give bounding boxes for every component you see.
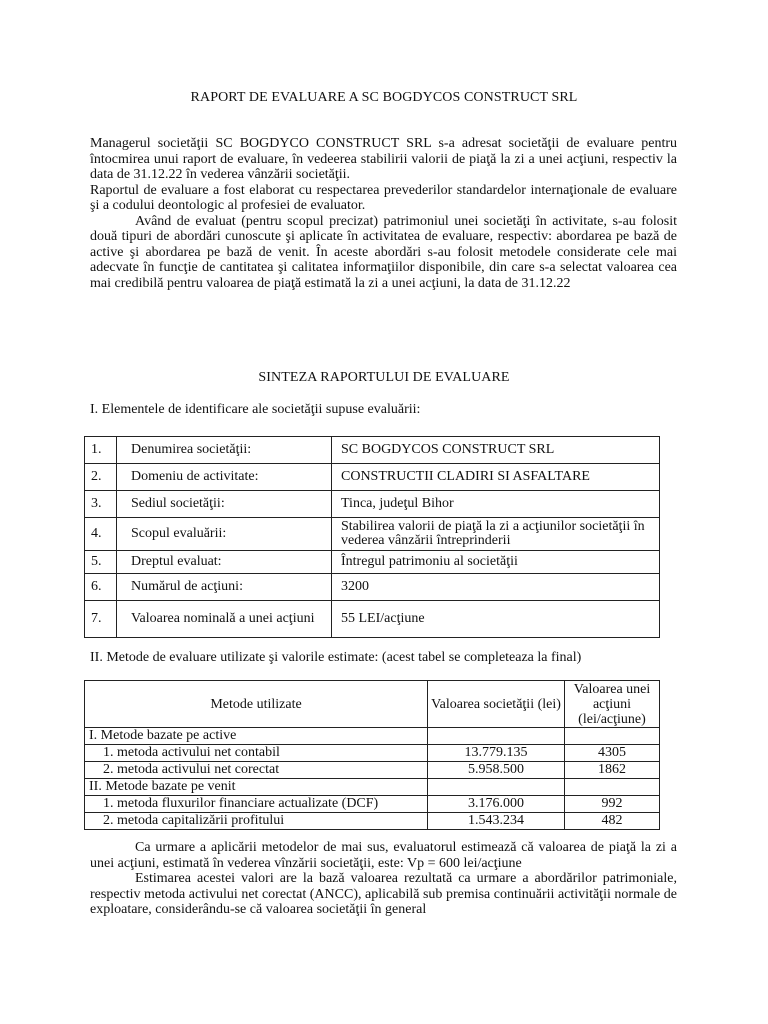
report-title: RAPORT DE EVALUARE A SC BOGDYCOS CONSTRUCT SRL xyxy=(190,90,578,105)
company-value: 3.176.000 xyxy=(428,796,565,813)
row-number: 5. xyxy=(85,551,117,574)
row-number: 1. xyxy=(85,437,117,464)
row-value: Stabilirea valorii de piaţă la zi a acţiunilor societăţii în vederea vânzării întreprinderii xyxy=(332,518,660,551)
group-label: I. Metode bazate pe active xyxy=(85,728,428,745)
share-value: 1862 xyxy=(565,762,660,779)
header-methods: Metode utilizate xyxy=(85,681,428,728)
row-label: Sediul societăţii: xyxy=(117,491,332,518)
intro-paragraph-2: Raportul de evaluare a fost elaborat cu respectarea prevederilor standardelor internaţionale de evaluare şi a codului deontologic al profesiei de evaluator. xyxy=(90,182,677,213)
section2-heading: II. Metode de evaluare utilizate şi valorile estimate: (acest tabel se completeaza la final) xyxy=(90,650,582,665)
conclusion-paragraph-2: Estimarea acestei valori are la bază valoarea rezultată ca urmare a abordărilor patrimoniale, respectiv metoda activului net corectat (ANCC), aplicabilă sub premisa continuării activităţii normale de exploatare, considerându-se că valoarea societăţii în general xyxy=(90,871,677,917)
table-group-row xyxy=(85,728,660,745)
method-name: 1. metoda activului net contabil xyxy=(85,745,428,762)
table-row xyxy=(85,796,660,813)
table-row xyxy=(85,601,660,638)
header-share-value: Valoarea unei acţiuni (lei/acţiune) xyxy=(565,681,660,728)
method-name: 1. metoda fluxurilor financiare actualizate (DCF) xyxy=(85,796,428,813)
empty-cell xyxy=(565,779,660,796)
table-row xyxy=(85,551,660,574)
row-value: 3200 xyxy=(332,574,660,601)
row-number: 6. xyxy=(85,574,117,601)
row-label: Domeniu de activitate: xyxy=(117,464,332,491)
table-header-row xyxy=(85,681,660,728)
row-label: Denumirea societăţii: xyxy=(117,437,332,464)
intro-text xyxy=(90,136,677,291)
share-value: 4305 xyxy=(565,745,660,762)
row-label: Dreptul evaluat: xyxy=(117,551,332,574)
conclusion-text xyxy=(90,840,677,918)
table-group-row xyxy=(85,779,660,796)
section1-heading: I. Elementele de identificare ale societăţii supuse evaluării: xyxy=(90,402,421,417)
row-number: 4. xyxy=(85,518,117,551)
header-company-value: Valoarea societăţii (lei) xyxy=(428,681,565,728)
table-row xyxy=(85,464,660,491)
company-value: 13.779.135 xyxy=(428,745,565,762)
company-value: 5.958.500 xyxy=(428,762,565,779)
identification-table xyxy=(84,436,660,638)
row-value: Tinca, judeţul Bihor xyxy=(332,491,660,518)
method-name: 2. metoda activului net corectat xyxy=(85,762,428,779)
row-number: 7. xyxy=(85,601,117,638)
table-row xyxy=(85,574,660,601)
empty-cell xyxy=(428,728,565,745)
table-row xyxy=(85,762,660,779)
methods-table xyxy=(84,680,660,830)
table-row xyxy=(85,518,660,551)
share-value: 992 xyxy=(565,796,660,813)
row-number: 2. xyxy=(85,464,117,491)
group-label: II. Metode bazate pe venit xyxy=(85,779,428,796)
summary-title: SINTEZA RAPORTULUI DE EVALUARE xyxy=(258,370,510,385)
table-row xyxy=(85,813,660,830)
table-row xyxy=(85,437,660,464)
row-value: Întregul patrimoniu al societăţii xyxy=(332,551,660,574)
method-name: 2. metoda capitalizării profitului xyxy=(85,813,428,830)
intro-paragraph-1: Managerul societăţii SC BOGDYCO CONSTRUCT SRL s-a adresat societăţii de evaluare pentru întocmirea unui raport de evaluare, în vedeerea stabilirii valorii de piaţă la zi a unei acţiuni, respectiv la data de 31.12.22 în vederea vânzării societăţii. xyxy=(90,136,677,182)
row-label: Numărul de acţiuni: xyxy=(117,574,332,601)
company-value: 1.543.234 xyxy=(428,813,565,830)
empty-cell xyxy=(565,728,660,745)
share-value: 482 xyxy=(565,813,660,830)
conclusion-paragraph-1: Ca urmare a aplicării metodelor de mai sus, evaluatorul estimează că valoarea de piaţă la zi a unei acţiuni, estimată în vederea vînzării societăţii, este: Vp = 600 lei/acţiune xyxy=(90,840,677,871)
empty-cell xyxy=(428,779,565,796)
table-row xyxy=(85,745,660,762)
row-value: SC BOGDYCOS CONSTRUCT SRL xyxy=(332,437,660,464)
table-row xyxy=(85,491,660,518)
row-label: Valoarea nominală a unei acţiuni xyxy=(117,601,332,638)
row-value: 55 LEI/acţiune xyxy=(332,601,660,638)
intro-paragraph-3: Având de evaluat (pentru scopul precizat) patrimoniul unei societăţi în activitate, s-au folosit două tipuri de abordări cunoscute şi aplicate în activitatea de evaluare, respectiv: abordarea pe bază de active şi abordarea pe bază de venit. În aceste abordări s-au folosit metodele considerate cele mai adecvate în funcţie de cantitatea şi calitatea informaţiilor disponibile, din care s-a selectat valoarea cea mai credibilă pentru valoarea de piaţă estimată la zi a unei acţiuni, la data de 31.12.22 xyxy=(90,213,677,291)
row-number: 3. xyxy=(85,491,117,518)
row-value: CONSTRUCTII CLADIRI SI ASFALTARE xyxy=(332,464,660,491)
row-label: Scopul evaluării: xyxy=(117,518,332,551)
